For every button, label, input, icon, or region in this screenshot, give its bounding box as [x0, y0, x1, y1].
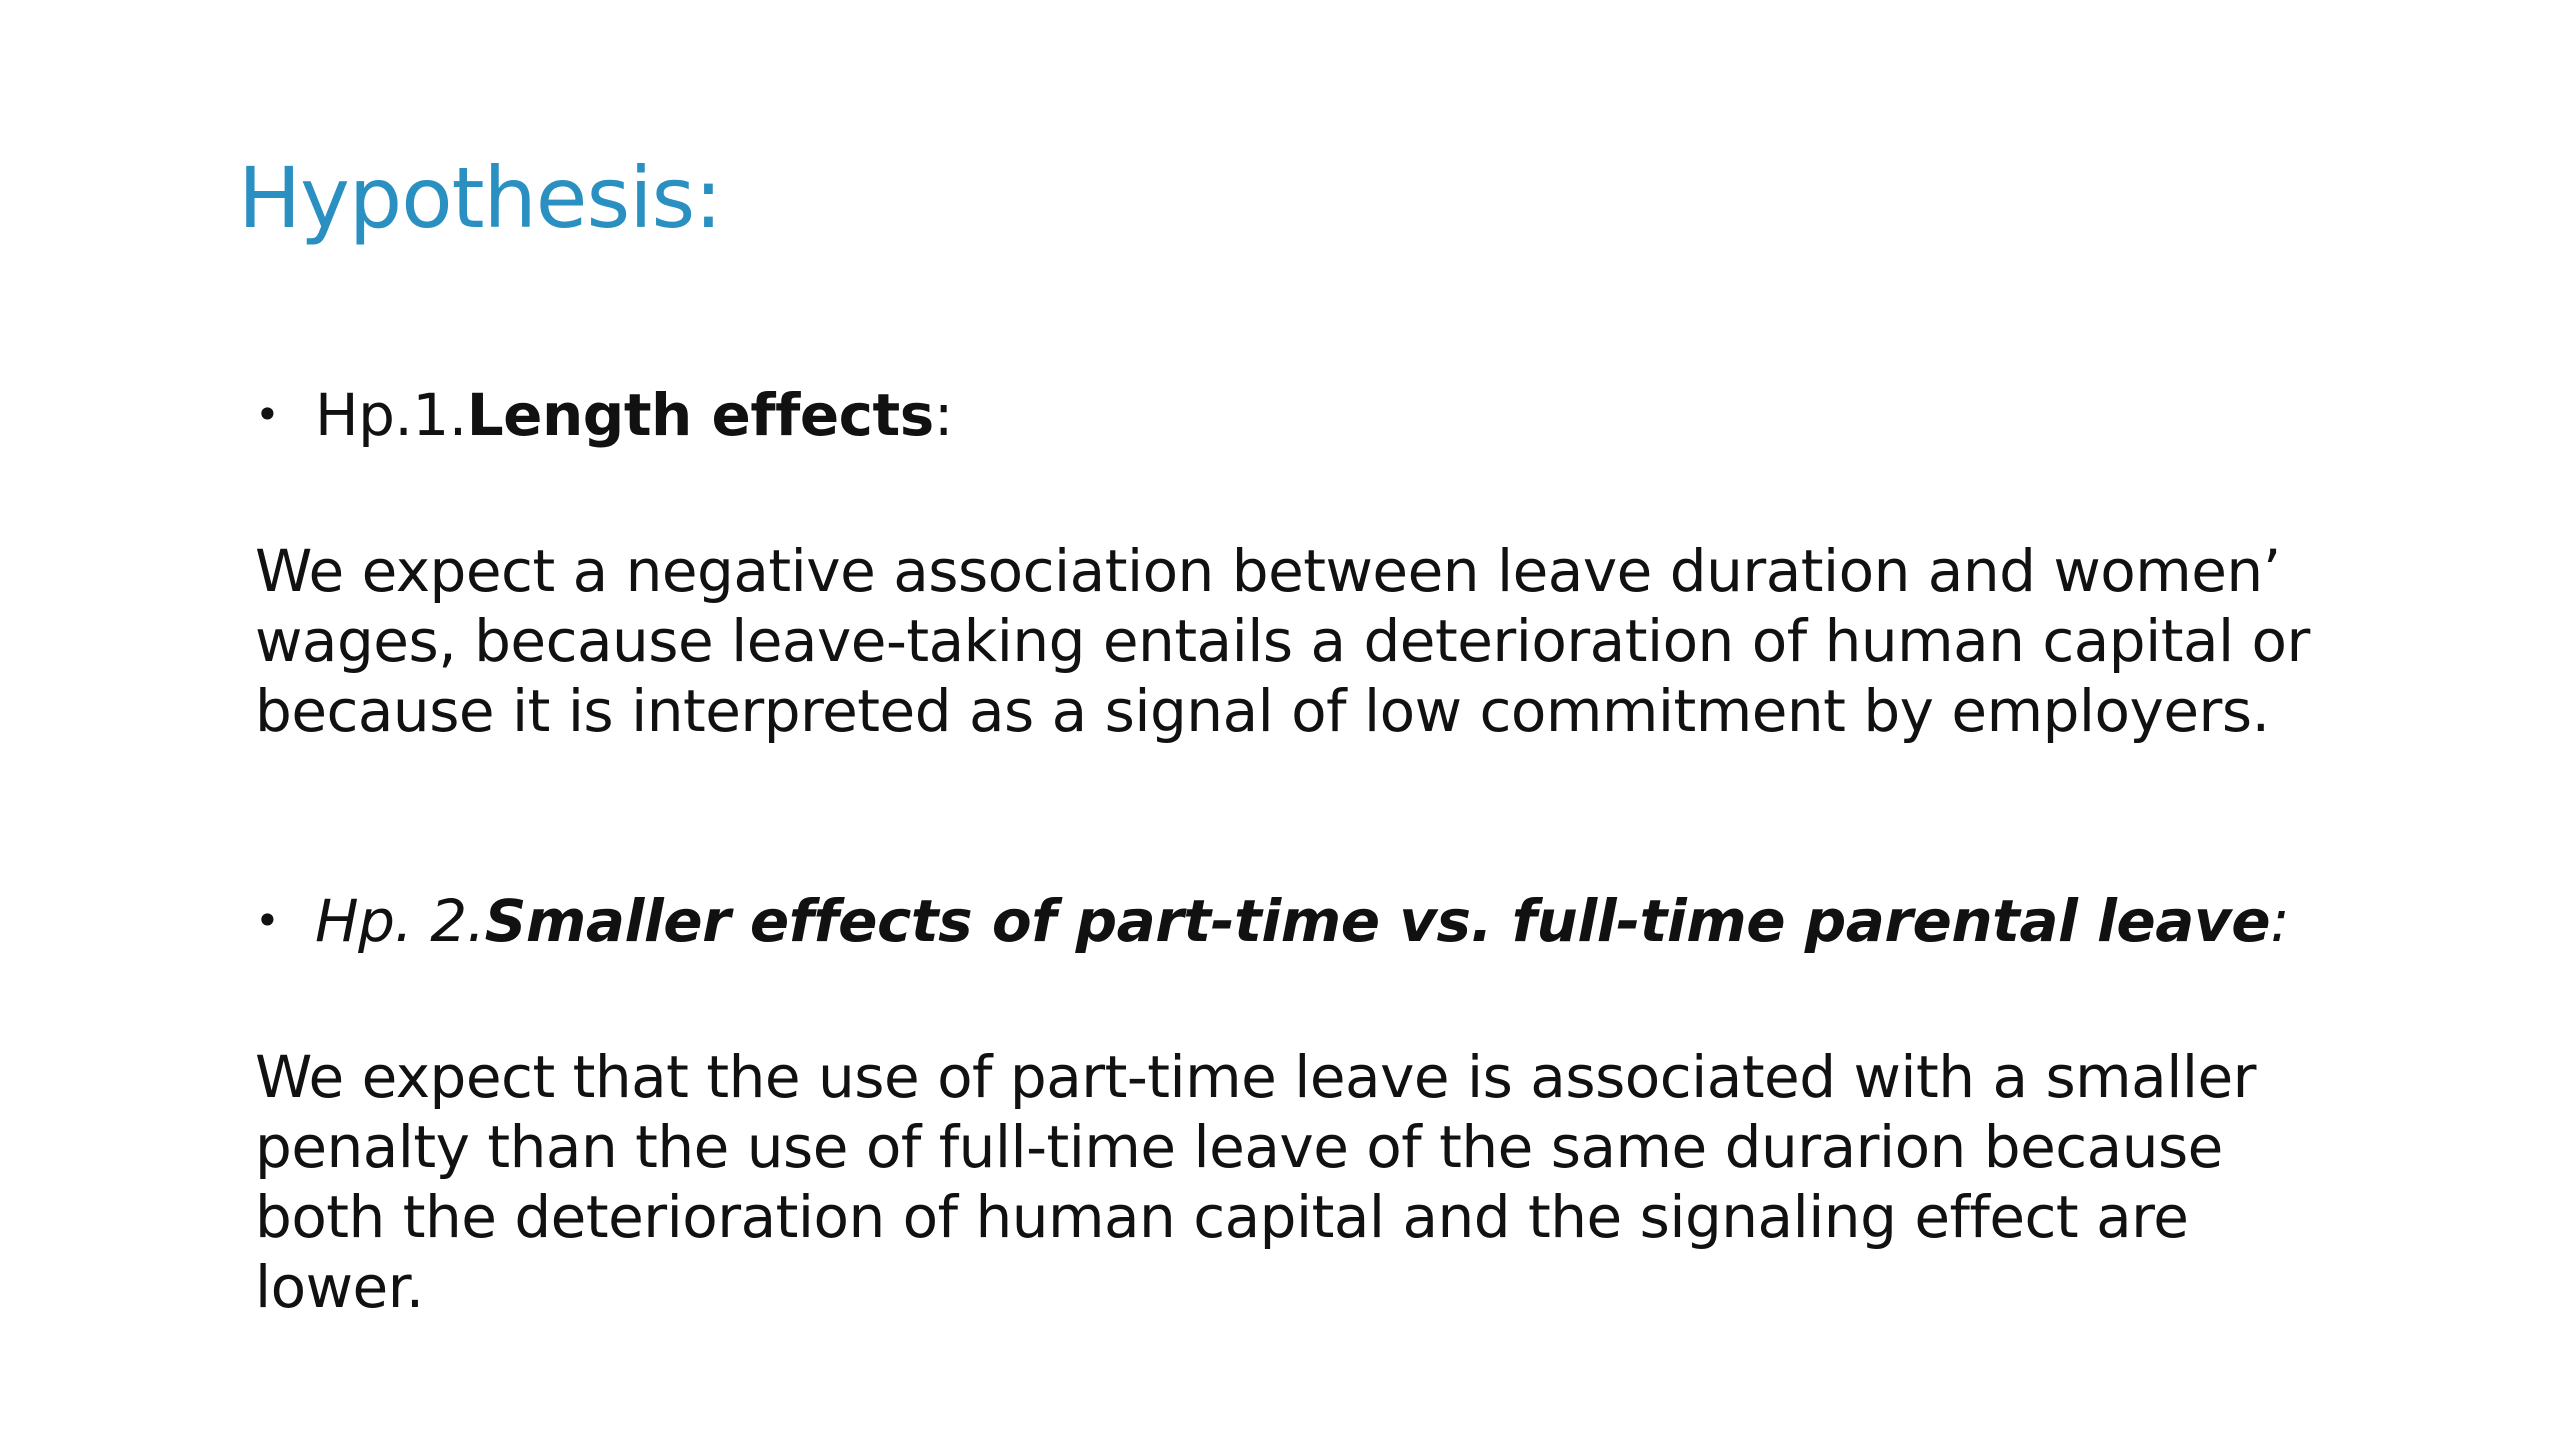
hypothesis-2-heading — [255, 886, 2405, 962]
bullet-icon: • — [255, 896, 280, 945]
hypothesis-2-prefix: Hp. 2. — [315, 887, 485, 955]
hypothesis-1-paragraph: We expect a negative association between leave duration and women’ wages, because leave-taking entails a deterioration of human capital or because it is interpreted as a signal of low commitment by employers. — [255, 537, 2310, 745]
hypothesis-1-prefix: Hp.1. — [315, 381, 467, 449]
hypothesis-1-suffix: : — [933, 381, 953, 449]
slide-title: Hypothesis: — [238, 149, 722, 247]
bullet-icon: • — [255, 390, 280, 439]
hypothesis-1-title: Length effects — [466, 381, 934, 449]
hypothesis-2-title: Smaller effects of part-time vs. full-time parental leave — [484, 887, 2271, 955]
hypothesis-2-suffix: : — [2270, 887, 2290, 955]
slide-content — [255, 380, 2405, 1322]
hypothesis-1-heading — [255, 380, 2405, 456]
hypothesis-2-paragraph: We expect that the use of part-time leave is associated with a smaller penalty than the use of full-time leave of the same durarion because both the deterioration of human capital and the signaling effect are lower. — [255, 1043, 2256, 1321]
